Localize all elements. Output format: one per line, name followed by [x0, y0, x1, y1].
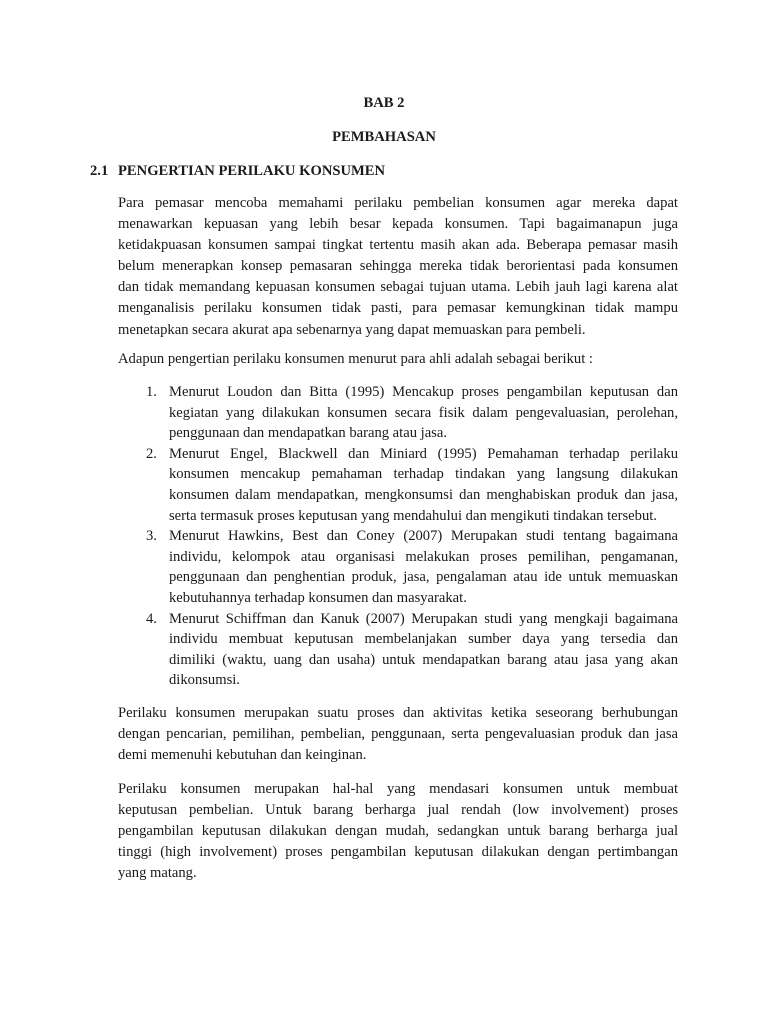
paragraph-line: dan tidak memandang kepuasan konsumen sebagai tujuan utama. Lebih jauh lagi karena alat: [118, 279, 678, 296]
chapter-number: BAB 2: [363, 95, 405, 111]
paragraph-4: [118, 779, 678, 884]
list-line: individu, kelompok atau organisasi melakukan proses pemilihan, pengamanan,: [169, 548, 678, 565]
paragraph-line: menetapkan secara akurat apa sebenarnya yang dapat memuaskan para pembeli.: [118, 321, 586, 338]
list-item: [118, 609, 678, 691]
paragraph-line: menganalisis perilaku konsumen tidak pasti, para pemasar kemungkinan tidak mampu: [118, 300, 678, 317]
paragraph-line: Perilaku konsumen merupakan hal-hal yang mendasari konsumen untuk membuat: [118, 781, 678, 797]
list-item: [118, 382, 678, 444]
chapter-title: PEMBAHASAN: [332, 129, 436, 145]
list-marker: 1.: [146, 384, 157, 400]
paragraph-line: ketidakpuasan konsumen sampai tingkat tertentu masih akan ada. Beberapa pemasar masih: [118, 237, 678, 254]
list-line: Menurut Hawkins, Best dan Coney (2007) Merupakan studi tentang bagaimana: [169, 528, 678, 545]
paragraph-line: dengan pencarian, pemilihan, pembelian, penggunaan, serta pengevaluasian produk dan jasa: [118, 726, 678, 743]
section-heading: [90, 161, 385, 181]
paragraph-line: belum menerapkan konsep pemasaran sehingga mereka tidak berorientasi pada konsumen: [118, 258, 678, 275]
section-title: PENGERTIAN PERILAKU KONSUMEN: [118, 163, 386, 179]
list-line: dimiliki (waktu, uang dan usaha) untuk mendapatkan barang atau jasa yang akan: [169, 651, 678, 668]
list-line: kegiatan yang dilakukan konsumen secara fisik dalam pengevaluasian, perolehan,: [169, 404, 678, 421]
paragraph-line: menawarkan kepuasan yang lebih besar kepada konsumen. Tapi bagaimanapun juga: [118, 216, 678, 233]
paragraph-line: yang matang.: [118, 865, 197, 882]
paragraph-line: keputusan pembelian. Untuk barang berharga jual rendah (low involvement) proses: [118, 802, 678, 819]
list-item: [118, 526, 678, 608]
list-line: Menurut Loudon dan Bitta (1995) Mencakup proses pengambilan keputusan dan: [169, 384, 678, 400]
paragraph-1: [118, 193, 678, 341]
list-marker: 3.: [146, 528, 157, 545]
list-line: Menurut Schiffman dan Kanuk (2007) Merupakan studi yang mengkaji bagaimana: [169, 610, 678, 627]
paragraph-line: pengambilan keputusan dilakukan dengan mudah, sedangkan untuk barang berharga jual: [118, 823, 678, 840]
paragraph-line: tinggi (high involvement) proses pengambilan keputusan dilakukan dengan pertimbangan: [118, 844, 678, 861]
list-line: dikonsumsi.: [169, 672, 240, 689]
list-line: konsumen mencakup pemahaman terhadap tindakan yang langsung dilakukan: [169, 466, 678, 483]
paragraph-line: demi memenuhi kebutuhan dan keinginan.: [118, 747, 367, 764]
list-line: individu membuat keputusan membelanjakan sumber daya yang tersedia dan: [169, 631, 678, 648]
list-line: penggunaan dan penghentian produk, jasa, pengalaman atau ide untuk memuaskan: [169, 569, 678, 586]
list-line: kebutuhannya terhadap konsumen dan masyarakat.: [169, 589, 467, 606]
paragraph-2: [118, 349, 678, 370]
list-marker: 2.: [146, 445, 157, 462]
list-line: penggunaan dan mendapatkan barang atau jasa.: [169, 425, 447, 442]
list-line: konsumen dalam mendapatkan, mengkonsumsi dan menghabiskan produk dan jasa,: [169, 486, 678, 503]
section-number: 2.1: [90, 163, 109, 179]
list-item: [118, 444, 678, 526]
list-line: Menurut Engel, Blackwell dan Miniard (1995) Pemahaman terhadap perilaku: [169, 445, 678, 462]
definitions-list: [118, 382, 678, 691]
list-line: serta termasuk proses keputusan yang mendahului dan mengikuti tindakan tersebut.: [169, 507, 657, 524]
paragraph-line: Perilaku konsumen merupakan suatu proses dan aktivitas ketika seseorang berhubungan: [118, 705, 678, 721]
paragraph-line: Para pemasar mencoba memahami perilaku pembelian konsumen agar mereka dapat: [118, 195, 678, 211]
paragraph-3: [118, 703, 678, 766]
paragraph-line: Adapun pengertian perilaku konsumen menurut para ahli adalah sebagai berikut :: [118, 351, 593, 367]
list-marker: 4.: [146, 610, 157, 627]
